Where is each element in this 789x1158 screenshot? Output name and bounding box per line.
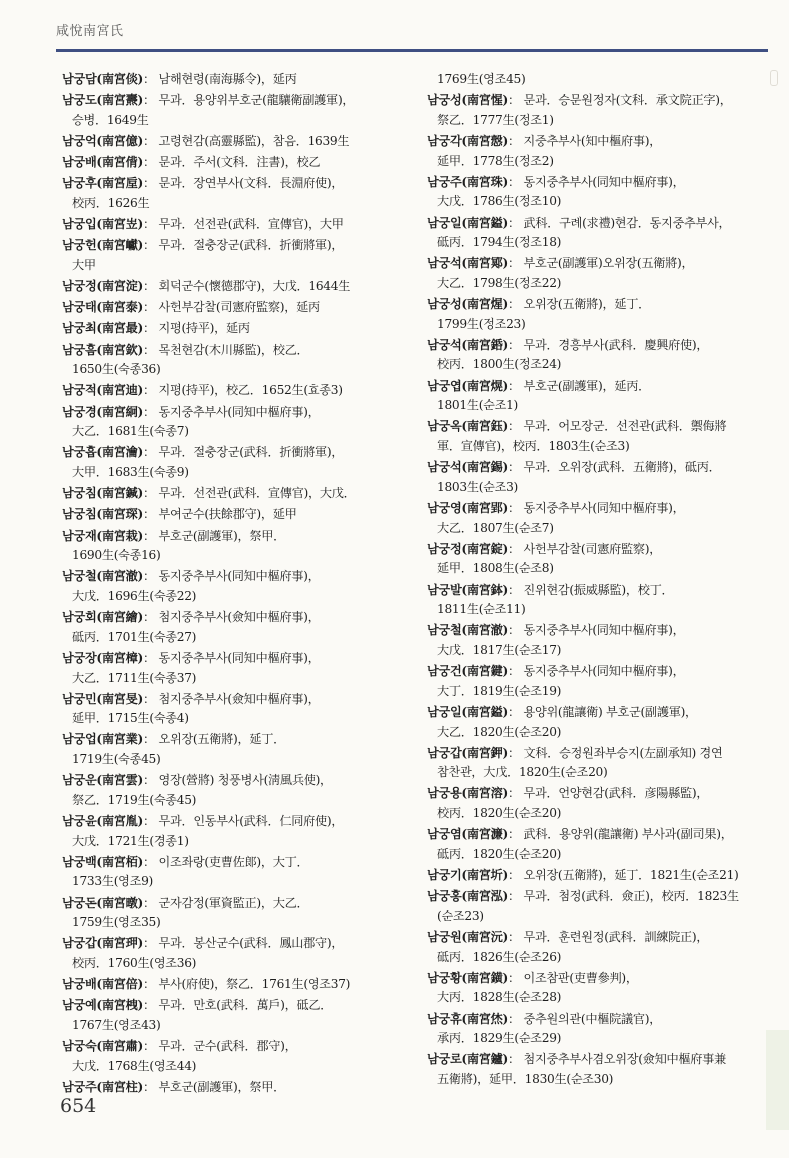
genealogy-entry	[62, 608, 392, 647]
entry-text: ： 오위장(五衛將)，延丁．	[143, 732, 286, 747]
entry-text: ： 중추원의관(中樞院議官)，	[508, 1011, 662, 1026]
genealogy-entry	[62, 812, 392, 851]
genealogy-entry	[62, 298, 392, 318]
entry-continuation: (순조23)	[437, 908, 484, 923]
entry-continuation: 1650生(숙종36)	[72, 362, 161, 377]
entry-text: ： 목천현감(木川縣監)，校乙．	[143, 342, 309, 357]
entry-continuation: 校丙．1760生(영조36)	[72, 955, 197, 970]
person-name-hanja: (南宮珠)	[461, 174, 509, 189]
header-title: 咸悅南宮氏	[56, 24, 124, 39]
person-name: 남궁용	[427, 786, 462, 801]
entry-text: ： 문과．장연부사(文科．長淵府使)，	[143, 176, 344, 191]
person-name-hanja: (南宮泰)	[96, 300, 144, 315]
entry-continuation: 校丙．1626生	[72, 195, 150, 210]
person-name-hanja: (南宮沅)	[461, 930, 509, 944]
genealogy-entry	[62, 1078, 392, 1098]
genealogy-entry	[427, 621, 762, 660]
person-name-hanja: (南宮暾)	[96, 895, 144, 910]
genealogy-entry	[427, 417, 762, 456]
person-name: 남궁윤	[62, 814, 97, 829]
genealogy-entry	[427, 173, 762, 212]
person-name-hanja: (南宮倓)	[96, 72, 144, 86]
person-name-hanja: (南宮鎰)	[461, 704, 509, 719]
entry-continuation: 大乙．1820生(순조20)	[437, 724, 562, 739]
person-name-hanja: (南宮業)	[96, 732, 144, 747]
running-header	[56, 20, 768, 52]
entry-text: ： 武科．구례(求禮)현감．동지중추부사，	[508, 215, 731, 230]
entry-text: ： 오위장(五衛將)，延丁．1821生(순조21)	[508, 868, 739, 883]
entry-text: ： 문과．승문원정자(文科．承文院正字)，	[508, 93, 732, 108]
genealogy-entry	[62, 690, 392, 729]
person-name-hanja: (南宮溶)	[461, 786, 509, 801]
entry-continuation: 砥丙．1820生(순조20)	[437, 846, 562, 861]
genealogy-entry	[427, 214, 762, 253]
person-name-hanja: (南宮岦)	[96, 217, 144, 232]
entry-continuation: 砥丙．1701生(숙종27)	[72, 629, 197, 644]
person-name: 남궁업	[62, 732, 97, 747]
person-name-hanja: (南宮鍼)	[96, 486, 144, 501]
entry-text: ： 영장(營將) 청풍병사(淸風兵使)，	[143, 773, 332, 788]
entry-text: ： 동지중추부사(同知中樞府事)，	[143, 569, 320, 584]
person-name: 남궁흠	[62, 342, 97, 357]
person-name: 남궁성	[427, 297, 462, 312]
person-name: 남궁침	[62, 486, 97, 501]
entry-text: ： 文科．승정원좌부승지(左副承知) 경연	[508, 745, 723, 760]
person-name-hanja: (南宮偝)	[96, 155, 144, 170]
genealogy-entry	[427, 336, 762, 375]
entry-text: ： 동지중추부사(同知中樞府事)，	[508, 501, 685, 515]
genealogy-entry	[427, 377, 762, 416]
entry-continuation: 砥丙．1826生(순조26)	[437, 949, 562, 964]
entry-text: ： 사헌부감찰(司憲府監察)，	[508, 541, 662, 556]
genealogy-entry	[62, 1037, 392, 1076]
left-column	[62, 70, 392, 1099]
entry-text: ： 첨지중추부사(僉知中樞府事)，	[143, 610, 320, 625]
genealogy-entry	[427, 928, 762, 967]
person-name-hanja: (南宮圻)	[461, 868, 509, 883]
entry-text: ： 남해현령(南海縣令)，延丙	[143, 72, 297, 86]
entry-text: ： 부호군(副護軍)，祭甲．	[143, 528, 286, 543]
genealogy-entry	[427, 499, 762, 538]
entry-text: ： 회덕군수(懷德郡守)，大戊．1644生	[143, 279, 351, 294]
entry-text: ： 첨지중추부사(僉知中樞府事)，	[143, 691, 320, 706]
person-name-hanja: (南宮郢)	[461, 501, 509, 515]
entry-continuation: 大戊．1721生(경종1)	[72, 833, 189, 848]
person-name: 남궁예	[62, 998, 97, 1013]
entry-continuation: 참찬관，大戊．1820生(순조20)	[437, 765, 608, 780]
entry-text: ： 오위장(五衛將)，延丁．	[508, 297, 651, 312]
person-name-hanja: (南宮銽)	[461, 337, 509, 352]
person-name: 남궁석	[427, 256, 462, 271]
genealogy-entry	[427, 1010, 762, 1049]
person-name: 남궁회	[62, 610, 97, 625]
genealogy-entry	[427, 132, 762, 171]
person-name: 남궁휴	[427, 1011, 462, 1026]
person-name: 남궁숙	[62, 1039, 97, 1054]
genealogy-entry	[62, 341, 392, 380]
person-name-hanja: (南宮烋)	[461, 1011, 509, 1026]
entry-text: ： 무과．첨정(武科．僉正)，校丙．1823生	[508, 889, 739, 904]
person-name: 남궁염	[427, 827, 462, 842]
person-name: 남궁배	[62, 155, 97, 170]
genealogy-entry	[62, 381, 392, 401]
entry-text: ： 고령현감(高靈縣監)，참음．1639生	[143, 133, 350, 148]
entry-continuation: 五衛將)，延甲．1830生(순조30)	[437, 1071, 614, 1086]
page-edge-mark	[770, 70, 778, 86]
entry-continuation: 延甲．1778生(정조2)	[437, 153, 554, 168]
person-name-hanja: (南宮絅)	[96, 404, 144, 419]
person-name: 남궁엽	[427, 378, 462, 393]
genealogy-entry	[62, 443, 392, 482]
entry-text: ： 지평(持平)，校乙．1652生(효종3)	[143, 383, 343, 398]
entry-continuation: 校丙．1820生(순조20)	[437, 806, 562, 821]
genealogy-entry	[427, 744, 762, 783]
person-name: 남궁발	[427, 582, 462, 597]
genealogy-entry	[62, 91, 392, 130]
person-name-hanja: (南宮澈)	[461, 623, 509, 638]
person-name-hanja: (南宮栢)	[96, 854, 144, 869]
person-name-hanja: (南宮欽)	[96, 342, 144, 357]
entry-continuation: 1801生(순조1)	[437, 398, 519, 413]
entry-text: ： 무과．선전관(武科．宣傳官)，大戊．	[143, 486, 356, 501]
person-name: 남궁입	[62, 217, 97, 232]
genealogy-entry	[427, 703, 762, 742]
entry-text: ： 무과．어모장군．선전관(武科．禦侮將	[508, 419, 727, 434]
person-name-hanja: (南宮鈺)	[461, 419, 509, 434]
entry-continuation: 大甲	[72, 257, 96, 272]
person-name: 남궁백	[62, 854, 97, 869]
entry-text: ： 부호군(副護軍)，祭甲．	[143, 1079, 286, 1094]
person-name: 남궁최	[62, 321, 97, 336]
genealogy-entry	[62, 174, 392, 213]
person-name-hanja: (南宮垕)	[96, 176, 144, 191]
person-name: 남궁철	[427, 623, 462, 638]
entry-text: ： 첨지중추부사겸오위장(僉知中樞府事兼	[508, 1052, 726, 1067]
entry-continuation: 祭乙．1719生(숙종45)	[72, 792, 197, 807]
margin-stripe	[766, 1030, 789, 1130]
person-name: 남궁갑	[62, 936, 97, 951]
entry-text: ： 무과．군수(武科．郡守)，	[143, 1039, 297, 1054]
person-name: 남궁철	[62, 569, 97, 584]
person-name-hanja: (南宮熀)	[461, 378, 509, 393]
person-name: 남궁돈	[62, 895, 97, 910]
entry-text: ： 부호군(副護軍)오위장(五衛將)，	[508, 256, 694, 271]
person-name: 남궁배	[62, 977, 97, 992]
genealogy-entry	[427, 581, 762, 620]
person-name: 남궁정	[427, 541, 462, 556]
person-name: 남궁영	[427, 501, 462, 515]
entry-text: ： 무과．훈련원정(武科．訓練院正)，	[508, 930, 709, 944]
entry-continuation: 延甲．1715生(숙종4)	[72, 711, 189, 726]
entry-text: ： 무과．용양위부호군(龍驤衛副護軍)，	[143, 93, 355, 108]
person-name: 남궁로	[427, 1052, 462, 1067]
entry-text: ： 무과．봉산군수(武科．鳳山郡守)，	[143, 936, 344, 951]
person-name-hanja: (南宮肅)	[96, 1039, 144, 1054]
person-name-hanja: (南宮鉢)	[461, 582, 509, 597]
entry-continuation: 1799生(정조23)	[437, 316, 526, 331]
right-column	[427, 70, 762, 1091]
entry-text: ： 군자감정(軍資監正)，大乙．	[143, 895, 309, 910]
entry-text: ： 이조좌랑(吏曹佐郞)，大丁．	[143, 854, 309, 869]
person-name: 남궁갑	[427, 745, 462, 760]
person-name-hanja: (南宮琛)	[96, 507, 144, 522]
entry-text: ： 무과．경흥부사(武科．慶興府使)，	[508, 337, 709, 352]
genealogy-entry	[62, 730, 392, 769]
person-name: 남궁흡	[62, 445, 97, 460]
entry-text: ： 武科．용양위(龍讓衛) 부사과(副司果)，	[508, 827, 733, 842]
genealogy-entry	[62, 484, 392, 504]
entry-continuation: 大乙．1807生(순조7)	[437, 520, 554, 535]
entry-text: ： 부사(府使)，祭乙．1761生(영조37)	[143, 977, 351, 992]
entry-continuation: 大戊．1786生(정조10)	[437, 194, 562, 209]
entry-text: ： 문과．주서(文科．注書)，校乙	[143, 155, 321, 170]
entry-text: ： 무과．오위장(武科．五衛將)，砥丙．	[508, 460, 721, 475]
entry-text: ： 지중추부사(知中樞府事)，	[508, 133, 662, 148]
page-number: 654	[60, 1095, 97, 1117]
person-name-hanja: (南宮栧)	[96, 998, 144, 1013]
entry-text: ： 진위현감(振威縣監)，校丁．	[508, 582, 674, 597]
person-name-hanja: (南宮泓)	[461, 889, 509, 904]
entry-text: ： 무과．절충장군(武科．折衝將軍)，	[143, 238, 344, 253]
person-name-hanja: (南宮錠)	[461, 541, 509, 556]
person-name: 남궁헌	[62, 238, 97, 253]
person-name-hanja: (南宮巘)	[96, 238, 144, 253]
genealogy-entry	[62, 505, 392, 525]
entry-text: ： 동지중추부사(同知中樞府事)，	[508, 623, 685, 638]
person-name: 남궁건	[427, 664, 462, 679]
person-name-hanja: (南宮淀)	[96, 279, 144, 294]
header-rule	[56, 49, 768, 52]
entry-continuation: 大甲．1683生(숙종9)	[72, 465, 189, 479]
person-name-hanja: (南宮鄍)	[461, 256, 509, 271]
entry-text: ： 무과．만호(武科．萬戶)，砥乙．	[143, 998, 333, 1013]
entry-continuation: 軍．宣傳官)，校丙．1803生(순조3)	[437, 439, 630, 454]
genealogy-entry	[427, 784, 762, 823]
person-name-hanja: (南宮慤)	[461, 133, 509, 148]
person-name: 남궁경	[62, 404, 97, 419]
person-name: 남궁옥	[427, 419, 462, 434]
genealogy-entry	[62, 853, 392, 892]
person-name: 남궁일	[427, 215, 462, 230]
person-name: 남궁장	[62, 650, 97, 665]
genealogy-entry	[62, 527, 392, 566]
genealogy-entry	[427, 825, 762, 864]
person-name-hanja: (南宮鍵)	[461, 664, 509, 679]
person-name: 남궁성	[427, 93, 462, 108]
entry-continuation: 砥丙．1794生(정조18)	[437, 235, 562, 250]
person-name-hanja: (南宮鑪)	[461, 1052, 509, 1067]
entry-text: ： 동지중추부사(同知中樞府事)，	[143, 404, 320, 419]
genealogy-entry	[427, 540, 762, 579]
person-name: 남궁억	[62, 133, 97, 148]
person-name-hanja: (南宮濂)	[461, 827, 509, 842]
person-name: 남궁원	[427, 930, 462, 944]
entry-text: ： 용양위(龍讓衛) 부호군(副護軍)，	[508, 704, 697, 719]
person-name: 남궁기	[427, 868, 462, 883]
person-name-hanja: (南宮最)	[96, 321, 144, 336]
person-name-hanja: (南宮澈)	[96, 569, 144, 584]
person-name: 남궁일	[427, 704, 462, 719]
entry-text: ： 지평(持平)，延丙	[143, 321, 250, 336]
person-name-hanja: (南宮煋)	[461, 297, 509, 312]
entry-continuation: 承丙．1829生(순조29)	[437, 1031, 562, 1046]
genealogy-entry	[427, 866, 762, 886]
entry-text: ： 동지중추부사(同知中樞府事)，	[143, 650, 320, 665]
entry-continuation: 大戊．1696生(숙종22)	[72, 588, 197, 603]
genealogy-entry	[62, 236, 392, 275]
genealogy-entry	[62, 567, 392, 606]
genealogy-entry	[427, 254, 762, 293]
genealogy-entry	[427, 969, 762, 1008]
entry-text: ： 동지중추부사(同知中樞府事)，	[508, 174, 685, 189]
entry-continuation: 校丙．1800生(정조24)	[437, 357, 562, 372]
genealogy-entry	[427, 458, 762, 497]
person-name-hanja: (南宮柱)	[96, 1079, 144, 1094]
person-name-hanja: (南宮瀹)	[96, 445, 144, 460]
person-name: 남궁주	[62, 1079, 97, 1094]
person-name: 남궁석	[427, 460, 462, 475]
person-name: 남궁홍	[427, 889, 462, 904]
genealogy-entry	[62, 153, 392, 173]
entry-continuation: 大戊．1817生(순조17)	[437, 642, 562, 657]
genealogy-entry	[62, 894, 392, 933]
person-name-hanja: (南宮胤)	[96, 814, 144, 829]
entry-text: ： 동지중추부사(同知中樞府事)，	[508, 664, 685, 679]
entry-continuation: 大乙．1711生(숙종37)	[72, 670, 197, 685]
genealogy-entry	[427, 887, 762, 926]
genealogy-entry	[427, 1050, 762, 1089]
person-name-hanja: (南宮樟)	[96, 650, 144, 665]
person-name: 남궁적	[62, 383, 97, 398]
person-name: 남궁각	[427, 133, 462, 148]
genealogy-entry	[62, 649, 392, 688]
entry-continuation: 1811生(순조11)	[437, 602, 526, 617]
genealogy-entry	[427, 662, 762, 701]
person-name: 남궁운	[62, 773, 97, 788]
entry-text: ： 무과．언양현감(武科．彦陽縣監)，	[508, 786, 709, 801]
person-name-hanja: (南宮倍)	[96, 977, 144, 992]
entry-continuation: 大丙．1828生(순조28)	[437, 990, 562, 1005]
person-name-hanja: (南宮繪)	[96, 610, 144, 625]
person-name-hanja: (南宮雲)	[96, 773, 144, 788]
person-name-hanja: (南宮旻)	[96, 691, 144, 706]
entry-continuation: 1733生(영조9)	[72, 874, 154, 889]
entry-text: ： 부호군(副護軍)，延丙．	[508, 378, 651, 393]
person-name: 남궁후	[62, 176, 97, 191]
genealogy-entry	[427, 91, 762, 130]
entry-text: ： 무과．선전관(武科．宣傳官)，大甲	[143, 217, 344, 232]
person-name: 남궁도	[62, 93, 97, 108]
person-name-hanja: (南宮億)	[96, 133, 144, 148]
genealogy-entry	[62, 319, 392, 339]
entry-text: ： 무과．인동부사(武科．仁同府使)，	[143, 814, 344, 829]
genealogy-entry	[427, 295, 762, 334]
person-name: 남궁황	[427, 970, 462, 985]
person-name: 남궁석	[427, 337, 462, 352]
entry-continuation: 大戊．1768生(영조44)	[72, 1058, 197, 1073]
person-name: 남궁재	[62, 528, 97, 543]
genealogy-entry	[62, 215, 392, 235]
genealogy-entry	[62, 771, 392, 810]
person-name-hanja: (南宮迪)	[96, 383, 144, 398]
entry-continuation: 1690生(숙종16)	[72, 548, 161, 563]
entry-text: ： 부여군수(扶餘郡守)，延甲	[143, 507, 297, 522]
person-name-hanja: (南宮錫)	[461, 460, 509, 475]
genealogy-entry	[62, 975, 392, 995]
person-name: 남궁침	[62, 507, 97, 522]
continued-line: 1769生(영조45)	[437, 72, 526, 86]
person-name-hanja: (南宮栽)	[96, 528, 144, 543]
person-name: 남궁민	[62, 691, 97, 706]
entry-continuation: 승병．1649生	[72, 112, 149, 127]
entry-text: ： 사헌부감찰(司憲府監察)，延丙	[143, 300, 320, 315]
entry-continuation: 1759生(영조35)	[72, 915, 161, 930]
genealogy-entry	[62, 70, 392, 90]
person-name-hanja: (南宮鉀)	[461, 745, 509, 760]
entry-continuation: 祭乙．1777生(정조1)	[437, 112, 554, 127]
genealogy-entry	[62, 403, 392, 442]
genealogy-entry	[62, 996, 392, 1035]
person-name: 남궁주	[427, 174, 462, 189]
genealogy-entry	[62, 934, 392, 973]
entry-continuation: 大乙．1681生(숙종7)	[72, 424, 189, 439]
person-name-hanja: (南宮惺)	[461, 93, 509, 108]
entry-continuation: 1803生(순조3)	[437, 479, 519, 494]
person-name: 남궁정	[62, 279, 97, 294]
person-name-hanja: (南宮燾)	[96, 93, 144, 108]
entry-continuation: 大丁．1819生(순조19)	[437, 683, 562, 698]
entry-continuation: 1719生(숙종45)	[72, 752, 161, 767]
person-name: 남궁태	[62, 300, 97, 315]
genealogy-entry	[62, 132, 392, 152]
continued-entry	[427, 70, 762, 90]
person-name-hanja: (南宮鐄)	[461, 970, 509, 985]
entry-continuation: 延甲．1808生(순조8)	[437, 561, 554, 576]
entry-continuation: 大乙．1798生(정조22)	[437, 275, 562, 290]
genealogy-entry	[62, 277, 392, 297]
person-name-hanja: (南宮玾)	[96, 936, 144, 951]
person-name-hanja: (南宮鎰)	[461, 215, 509, 230]
entry-continuation: 1767生(영조43)	[72, 1017, 161, 1032]
entry-text: ： 무과．절충장군(武科．折衝將軍)，	[143, 445, 344, 460]
entry-text: ： 이조참판(吏曹參判)，	[508, 970, 638, 985]
person-name: 남궁담	[62, 72, 97, 86]
